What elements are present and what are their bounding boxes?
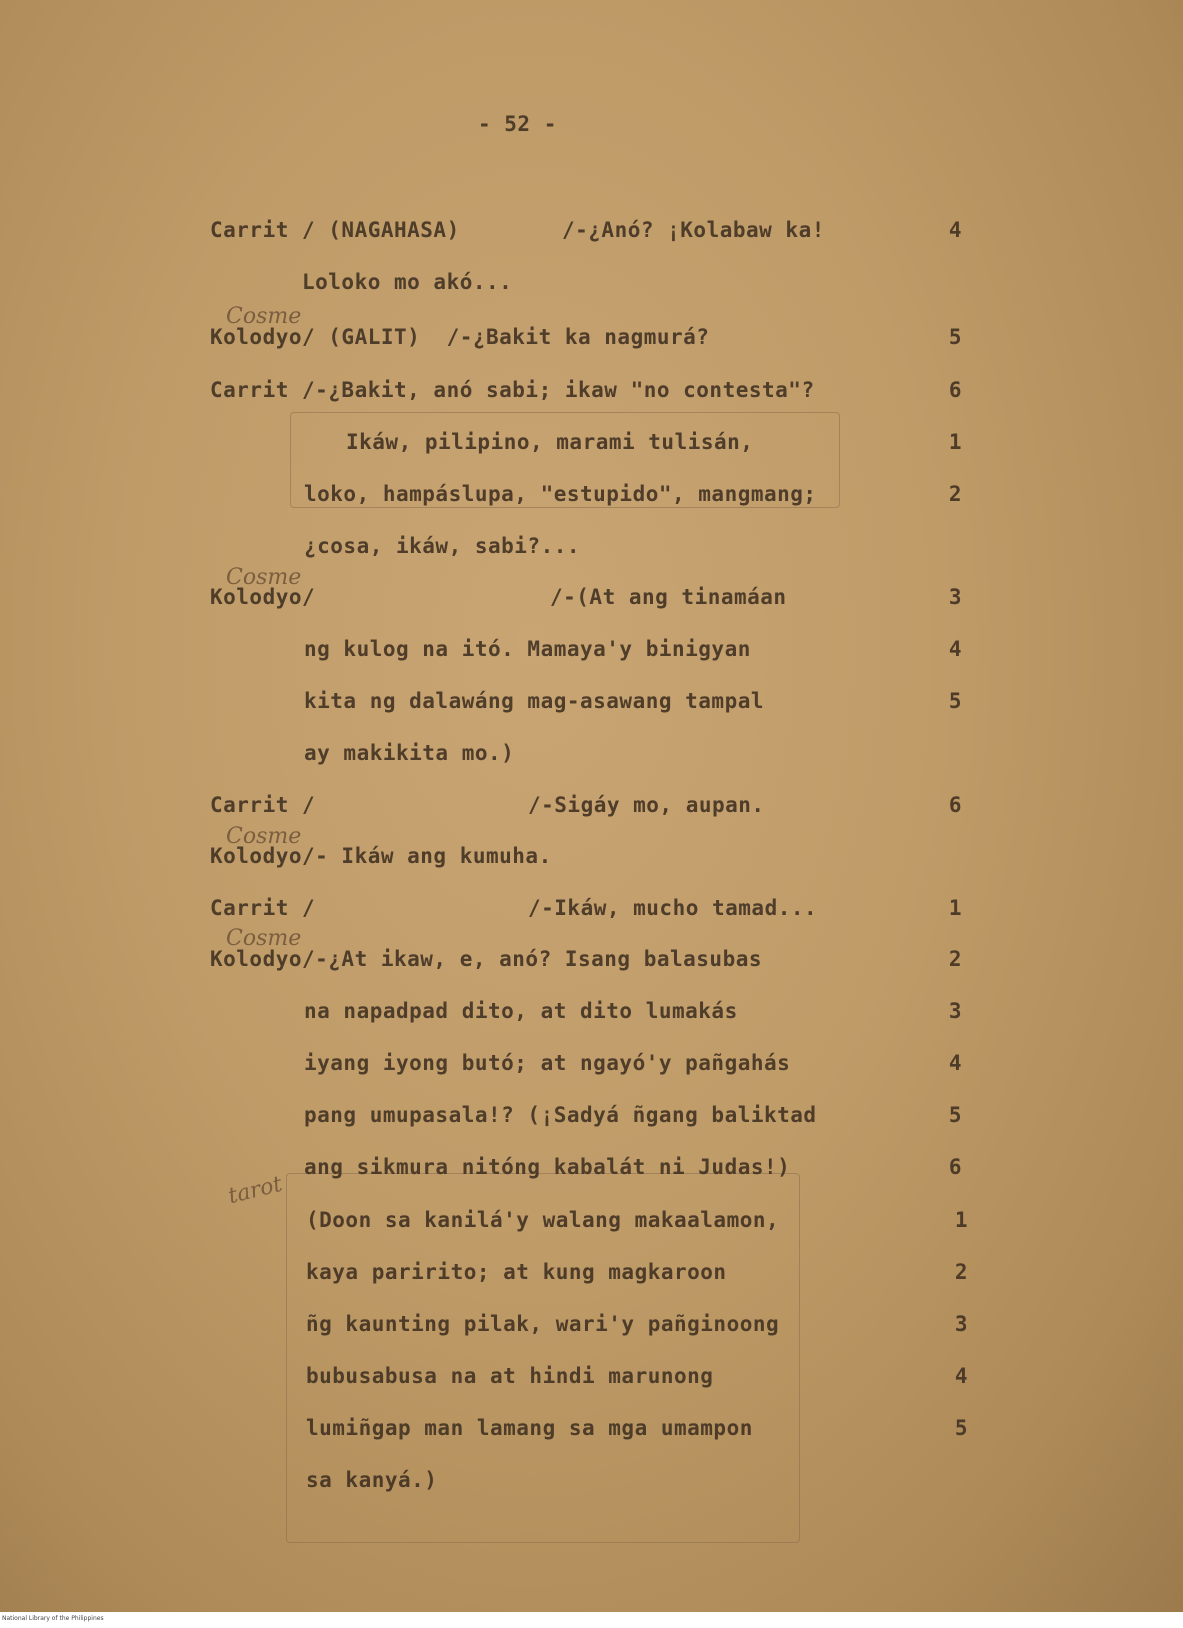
dialogue-text: iyang iyong butó; at ngayó'y pañgahás: [304, 1051, 791, 1075]
line-number: 5: [948, 1103, 962, 1127]
line-number: 3: [948, 585, 962, 609]
dialogue-text: (Doon sa kanilá'y walang makaalamon,: [306, 1208, 780, 1232]
line-number: 6: [948, 378, 962, 402]
dialogue-text: ñg kaunting pilak, wari'y pañginoong: [306, 1312, 780, 1336]
line-number: 5: [948, 325, 962, 349]
handwritten-note: tarot: [225, 1171, 285, 1210]
line-number: 5: [948, 689, 962, 713]
dialogue-text: kaya paririto; at kung magkaroon: [306, 1260, 727, 1284]
dialogue-text: ang sikmura nitóng kabalát ni Judas!): [304, 1155, 791, 1179]
line-number: 2: [948, 947, 962, 971]
line-number: 5: [954, 1416, 968, 1440]
dialogue-text: lumiñgap man lamang sa mga umampon: [306, 1416, 753, 1440]
handwritten-note: Cosme: [226, 824, 302, 849]
handwritten-note: Cosme: [226, 926, 302, 951]
dialogue-text: kita ng dalawáng mag-asawang tampal: [304, 689, 765, 713]
dialogue-text: sa kanyá.): [306, 1468, 438, 1492]
speaker-line: Carrit / (NAGAHASA): [210, 218, 460, 242]
speaker-line: Kolodyo/ (GALIT) /-¿Bakit ka nagmurá?: [210, 325, 710, 349]
line-number: 4: [948, 218, 962, 242]
page-number: - 52 -: [478, 112, 557, 136]
line-number: 6: [948, 1155, 962, 1179]
speaker-line: Carrit /-¿Bakit, anó sabi; ikaw "no contesta"?: [210, 378, 815, 402]
line-number: 2: [954, 1260, 968, 1284]
dialogue-text: ¿cosa, ikáw, sabi?...: [304, 534, 581, 558]
speaker-line: Kolodyo/: [210, 585, 316, 609]
footer-bar: [0, 1612, 1183, 1628]
dialogue-text: ng kulog na itó. Mamaya'y binigyan: [304, 637, 751, 661]
dialogue-text: loko, hampáslupa, "estupido", mangmang;: [304, 482, 817, 506]
speaker-line: Carrit /: [210, 896, 316, 920]
line-number: 3: [948, 999, 962, 1023]
dialogue-text: /-Sigáy mo, aupan.: [528, 793, 765, 817]
speaker-line: Kolodyo/-¿At ikaw, e, anó? Isang balasubas: [210, 947, 763, 971]
dialogue-text: pang umupasala!? (¡Sadyá ñgang baliktad: [304, 1103, 817, 1127]
line-number: 4: [948, 1051, 962, 1075]
handwritten-note: Cosme: [226, 304, 302, 329]
dialogue-text: bubusabusa na at hindi marunong: [306, 1364, 714, 1388]
speaker-line: Carrit /: [210, 793, 316, 817]
line-number: 2: [948, 482, 962, 506]
footer-credit: National Library of the Philippines: [2, 1615, 104, 1622]
line-number: 3: [954, 1312, 968, 1336]
line-number: 1: [948, 896, 962, 920]
dialogue-text: na napadpad dito, at dito lumakás: [304, 999, 738, 1023]
dialogue-text: /-(At ang tinamáan: [550, 585, 787, 609]
dialogue-text: /-Ikáw, mucho tamad...: [528, 896, 818, 920]
dialogue-text: Ikáw, pilipino, marami tulisán,: [346, 430, 754, 454]
dialogue-text: ay makikita mo.): [304, 741, 515, 765]
dialogue-text: Loloko mo akó...: [302, 270, 513, 294]
line-number: 1: [948, 430, 962, 454]
line-number: 4: [954, 1364, 968, 1388]
speaker-line: Kolodyo/- Ikáw ang kumuha.: [210, 844, 552, 868]
handwritten-note: Cosme: [226, 565, 302, 590]
line-number: 6: [948, 793, 962, 817]
line-number: 1: [954, 1208, 968, 1232]
line-number: 4: [948, 637, 962, 661]
dialogue-text: /-¿Anó? ¡Kolabaw ka!: [562, 218, 825, 242]
